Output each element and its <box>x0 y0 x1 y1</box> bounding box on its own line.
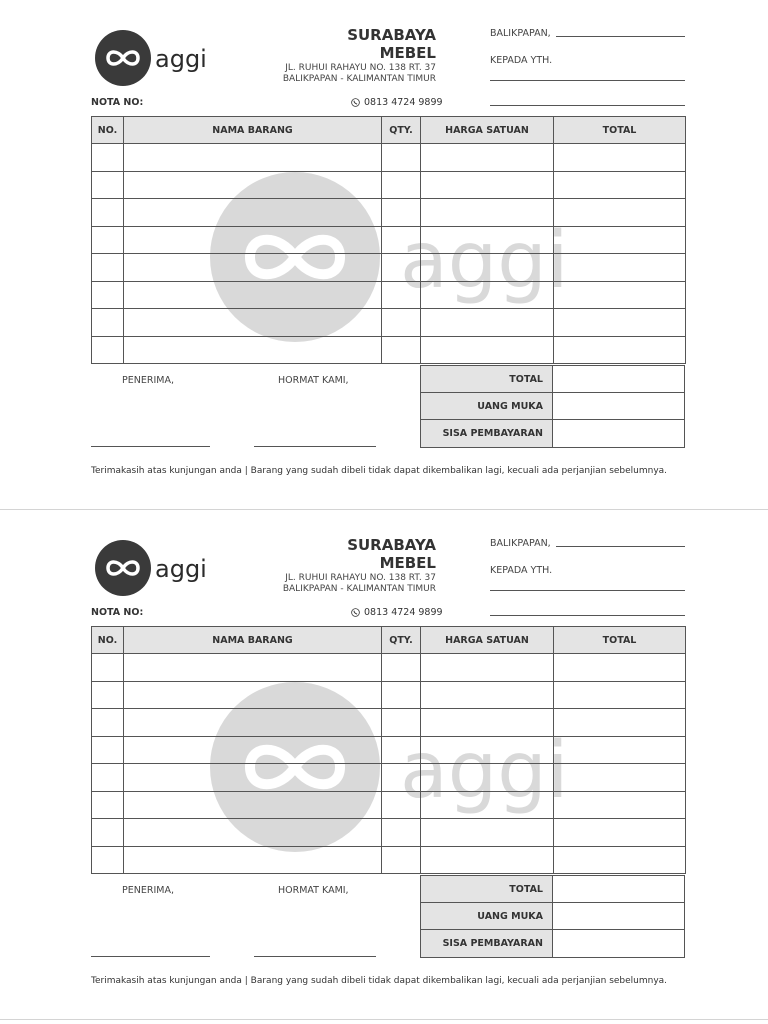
recipient-label: KEPADA YTH. <box>490 55 553 66</box>
col-header-qty: QTY. <box>382 627 421 654</box>
cell-no[interactable] <box>92 681 124 709</box>
items-table <box>91 626 686 874</box>
company-name-line1: SURABAYA <box>347 536 436 554</box>
cell-total[interactable] <box>554 281 686 309</box>
company-logo <box>95 540 215 596</box>
cell-total[interactable] <box>554 681 686 709</box>
cell-total[interactable] <box>554 654 686 682</box>
cell-item-name[interactable] <box>124 791 382 819</box>
col-header-no: NO. <box>92 117 124 144</box>
cell-no[interactable] <box>92 144 124 172</box>
cell-qty[interactable] <box>382 736 421 764</box>
date-field-line[interactable] <box>556 36 685 37</box>
sender-signature-label: HORMAT KAMI, <box>278 375 349 386</box>
phone-number: 0813 4724 9899 <box>364 97 443 108</box>
summary-row-total <box>421 876 685 903</box>
footer-note: Terimakasih atas kunjungan anda | Barang yang sudah dibeli tidak dapat dikembalikan lagi, kecuali ada perjanjian sebelumnya. <box>91 466 668 476</box>
cell-total[interactable] <box>554 144 686 172</box>
page-divider-bottom <box>0 1019 768 1020</box>
company-name-line1: SURABAYA <box>347 26 436 44</box>
company-address <box>283 573 436 594</box>
receiver-signature-line[interactable] <box>91 446 210 447</box>
cell-unit-price[interactable] <box>421 171 554 199</box>
cell-qty[interactable] <box>382 336 421 364</box>
company-name <box>347 26 436 62</box>
cell-total[interactable] <box>554 336 686 364</box>
address-line1: JL. RUHUI RAHAYU NO. 138 RT. 37 <box>285 573 436 583</box>
cell-item-name[interactable] <box>124 171 382 199</box>
recipient-line-1[interactable] <box>490 80 685 81</box>
cell-total[interactable] <box>554 819 686 847</box>
col-header-total: TOTAL <box>554 627 686 654</box>
receiver-signature-label: PENERIMA, <box>122 885 174 896</box>
cell-unit-price[interactable] <box>421 709 554 737</box>
logo-text: aggi <box>155 555 207 583</box>
cell-unit-price[interactable] <box>421 254 554 282</box>
cell-no[interactable] <box>92 764 124 792</box>
cell-qty[interactable] <box>382 144 421 172</box>
cell-total[interactable] <box>554 791 686 819</box>
cell-qty[interactable] <box>382 309 421 337</box>
address-line2: BALIKPAPAN - KALIMANTAN TIMUR <box>282 73 436 84</box>
cell-qty[interactable] <box>382 654 421 682</box>
table-row <box>92 819 686 847</box>
summary-row-down-payment <box>421 903 685 930</box>
table-row <box>92 736 686 764</box>
cell-unit-price[interactable] <box>421 309 554 337</box>
cell-qty[interactable] <box>382 791 421 819</box>
summary-label-total: TOTAL <box>421 366 553 393</box>
cell-item-name[interactable] <box>124 254 382 282</box>
svg-text:aggi: aggi <box>400 216 569 306</box>
table-row <box>92 309 686 337</box>
summary-label-remaining: SISA PEMBAYARAN <box>421 420 553 447</box>
city-date-label: BALIKPAPAN, <box>490 538 551 549</box>
logo-text: aggi <box>155 45 207 73</box>
table-row <box>92 846 686 874</box>
cell-item-name[interactable] <box>124 709 382 737</box>
cell-total[interactable] <box>554 764 686 792</box>
company-name-line2: MEBEL <box>379 44 436 62</box>
cell-qty[interactable] <box>382 254 421 282</box>
summary-row-total <box>421 366 685 393</box>
cell-unit-price[interactable] <box>421 144 554 172</box>
cell-item-name[interactable] <box>124 336 382 364</box>
city-date-label: BALIKPAPAN, <box>490 28 551 39</box>
summary-value-remaining[interactable] <box>553 930 685 957</box>
recipient-line-2[interactable] <box>490 615 685 616</box>
summary-value-total[interactable] <box>553 366 685 393</box>
cell-unit-price[interactable] <box>421 736 554 764</box>
table-row <box>92 171 686 199</box>
cell-no[interactable] <box>92 309 124 337</box>
cell-unit-price[interactable] <box>421 226 554 254</box>
sender-signature-line[interactable] <box>254 956 376 957</box>
cell-unit-price[interactable] <box>421 846 554 874</box>
items-table-header <box>92 117 686 144</box>
nota-number-label: NOTA NO: <box>91 607 144 618</box>
table-row <box>92 336 686 364</box>
col-header-unit-price: HARGA SATUAN <box>421 627 554 654</box>
phone-number: 0813 4724 9899 <box>364 607 443 618</box>
table-row <box>92 199 686 227</box>
cell-no[interactable] <box>92 709 124 737</box>
cell-unit-price[interactable] <box>421 819 554 847</box>
cell-unit-price[interactable] <box>421 654 554 682</box>
cell-qty[interactable] <box>382 281 421 309</box>
summary-row-remaining <box>421 420 685 447</box>
recipient-label: KEPADA YTH. <box>490 565 553 576</box>
footer-note: Terimakasih atas kunjungan anda | Barang yang sudah dibeli tidak dapat dikembalikan lagi, kecuali ada perjanjian sebelumnya. <box>91 976 668 986</box>
col-header-unit-price: HARGA SATUAN <box>421 117 554 144</box>
cell-total[interactable] <box>554 254 686 282</box>
cell-no[interactable] <box>92 226 124 254</box>
summary-value-down-payment[interactable] <box>553 903 685 930</box>
cell-total[interactable] <box>554 309 686 337</box>
table-row <box>92 254 686 282</box>
cell-item-name[interactable] <box>124 736 382 764</box>
recipient-line-2[interactable] <box>490 105 685 106</box>
cell-qty[interactable] <box>382 171 421 199</box>
sender-signature-label: HORMAT KAMI, <box>278 885 349 896</box>
table-row <box>92 764 686 792</box>
summary-row-remaining <box>421 930 685 957</box>
address-line2: BALIKPAPAN - KALIMANTAN TIMUR <box>282 583 436 594</box>
cell-qty[interactable] <box>382 709 421 737</box>
svg-text:aggi: aggi <box>400 726 569 816</box>
table-row <box>92 144 686 172</box>
cell-qty[interactable] <box>382 819 421 847</box>
cell-no[interactable] <box>92 654 124 682</box>
company-name-line2: MEBEL <box>379 554 436 572</box>
nota-number-label: NOTA NO: <box>91 97 144 108</box>
cell-no[interactable] <box>92 281 124 309</box>
company-logo <box>95 30 215 86</box>
cell-item-name[interactable] <box>124 309 382 337</box>
cell-qty[interactable] <box>382 846 421 874</box>
company-phone <box>351 97 443 108</box>
cell-item-name[interactable] <box>124 654 382 682</box>
cell-total[interactable] <box>554 199 686 227</box>
cell-item-name[interactable] <box>124 226 382 254</box>
address-line1: JL. RUHUI RAHAYU NO. 138 RT. 37 <box>285 63 436 73</box>
col-header-item-name: NAMA BARANG <box>124 117 382 144</box>
payment-summary <box>420 875 685 958</box>
cell-item-name[interactable] <box>124 681 382 709</box>
invoice-copy-1 <box>0 0 768 510</box>
summary-label-remaining: SISA PEMBAYARAN <box>421 930 553 957</box>
cell-item-name[interactable] <box>124 764 382 792</box>
receiver-signature-line[interactable] <box>91 956 210 957</box>
items-table <box>91 116 686 364</box>
cell-total[interactable] <box>554 709 686 737</box>
cell-no[interactable] <box>92 199 124 227</box>
cell-unit-price[interactable] <box>421 199 554 227</box>
col-header-item-name: NAMA BARANG <box>124 627 382 654</box>
summary-value-remaining[interactable] <box>553 420 685 447</box>
company-address <box>283 63 436 84</box>
cell-item-name[interactable] <box>124 819 382 847</box>
items-table-header <box>92 627 686 654</box>
receiver-signature-label: PENERIMA, <box>122 375 174 386</box>
cell-qty[interactable] <box>382 764 421 792</box>
summary-label-down-payment: UANG MUKA <box>421 903 553 930</box>
cell-item-name[interactable] <box>124 144 382 172</box>
cell-unit-price[interactable] <box>421 791 554 819</box>
cell-item-name[interactable] <box>124 281 382 309</box>
col-header-total: TOTAL <box>554 117 686 144</box>
summary-label-total: TOTAL <box>421 876 553 903</box>
cell-unit-price[interactable] <box>421 764 554 792</box>
cell-unit-price[interactable] <box>421 681 554 709</box>
table-row <box>92 226 686 254</box>
cell-total[interactable] <box>554 736 686 764</box>
table-row <box>92 709 686 737</box>
summary-label-down-payment: UANG MUKA <box>421 393 553 420</box>
summary-value-total[interactable] <box>553 876 685 903</box>
cell-item-name[interactable] <box>124 846 382 874</box>
company-name <box>347 536 436 572</box>
table-row <box>92 681 686 709</box>
table-row <box>92 654 686 682</box>
phone-icon <box>351 608 360 617</box>
col-header-qty: QTY. <box>382 117 421 144</box>
payment-summary <box>420 365 685 448</box>
phone-icon <box>351 98 360 107</box>
cell-no[interactable] <box>92 254 124 282</box>
cell-no[interactable] <box>92 171 124 199</box>
cell-total[interactable] <box>554 171 686 199</box>
cell-qty[interactable] <box>382 226 421 254</box>
cell-unit-price[interactable] <box>421 281 554 309</box>
date-field-line[interactable] <box>556 546 685 547</box>
table-row <box>92 791 686 819</box>
cell-no[interactable] <box>92 791 124 819</box>
col-header-no: NO. <box>92 627 124 654</box>
cell-total[interactable] <box>554 846 686 874</box>
company-phone <box>351 607 443 618</box>
table-row <box>92 281 686 309</box>
cell-qty[interactable] <box>382 681 421 709</box>
cell-no[interactable] <box>92 336 124 364</box>
recipient-line-1[interactable] <box>490 590 685 591</box>
cell-qty[interactable] <box>382 199 421 227</box>
sender-signature-line[interactable] <box>254 446 376 447</box>
invoice-copy-2 <box>0 510 768 1020</box>
cell-no[interactable] <box>92 736 124 764</box>
cell-unit-price[interactable] <box>421 336 554 364</box>
cell-no[interactable] <box>92 819 124 847</box>
cell-item-name[interactable] <box>124 199 382 227</box>
summary-value-down-payment[interactable] <box>553 393 685 420</box>
cell-total[interactable] <box>554 226 686 254</box>
cell-no[interactable] <box>92 846 124 874</box>
summary-row-down-payment <box>421 393 685 420</box>
